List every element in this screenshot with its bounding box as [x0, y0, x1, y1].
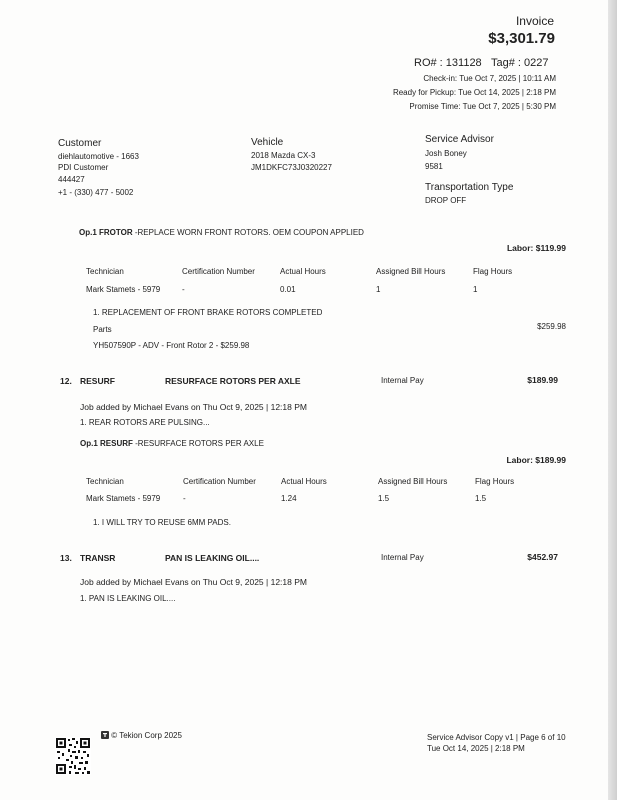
transport-type: DROP OFF [425, 196, 467, 205]
customer-title: Customer [58, 138, 102, 149]
td-assigned-bill-hours: 1.5 [378, 494, 390, 503]
footer-copyright [101, 731, 182, 740]
td-technician: Mark Stamets - 5979 [86, 285, 161, 294]
job13-number: 13. [60, 553, 72, 563]
th-technician: Technician [86, 267, 124, 276]
job13-title: PAN IS LEAKING OIL.... [165, 553, 260, 563]
op-resurf-labor: Labor: $189.99 [506, 455, 566, 465]
customer-type: PDI Customer [58, 163, 109, 172]
job13-code: TRANSR [80, 553, 116, 563]
tag-number: Tag# : 0227 [491, 57, 549, 69]
invoice-total: $3,301.79 [488, 30, 555, 47]
th-certification: Certification Number [183, 477, 256, 486]
ro-number: RO# : 131128 [414, 57, 482, 69]
op-resurf-line [80, 439, 264, 448]
op-resurf-desc: -RESURFACE ROTORS PER AXLE [132, 439, 264, 448]
job12-number: 12. [60, 376, 72, 386]
td-assigned-bill-hours: 1 [376, 285, 381, 294]
th-actual-hours: Actual Hours [280, 267, 326, 276]
transport-title: Transportation Type [425, 182, 514, 193]
job12-added-by: Job added by Michael Evans on Thu Oct 9, 2025 | 12:18 PM [80, 402, 307, 412]
op-frotor-labor: Labor: $119.99 [506, 243, 566, 253]
advisor-title: Service Advisor [425, 134, 494, 145]
customer-id: 444427 [58, 175, 85, 184]
op-frotor-desc: -REPLACE WORN FRONT ROTORS. OEM COUPON APPLIED [132, 228, 364, 237]
checkin-time: Check-in: Tue Oct 7, 2025 | 10:11 AM [423, 74, 556, 83]
job12-pay: Internal Pay [381, 376, 424, 385]
ready-time: Ready for Pickup: Tue Oct 14, 2025 | 2:18 PM [392, 88, 556, 97]
invoice-title: Invoice [515, 14, 554, 28]
td-actual-hours: 1.24 [281, 494, 297, 503]
td-actual-hours: 0.01 [280, 285, 296, 294]
th-actual-hours: Actual Hours [281, 477, 327, 486]
footer-date: Tue Oct 14, 2025 | 2:18 PM [427, 744, 525, 753]
op-frotor-code: Op.1 FROTOR [79, 228, 133, 237]
vehicle-vin: JM1DKFC73J0320227 [251, 163, 332, 172]
scan-edge [608, 0, 617, 800]
th-assigned-bill-hours: Assigned Bill Hours [378, 477, 448, 486]
td-technician: Mark Stamets - 5979 [86, 494, 161, 503]
job13-added-by: Job added by Michael Evans on Thu Oct 9, 2025 | 12:18 PM [80, 577, 307, 587]
th-flag-hours: Flag Hours [473, 267, 513, 276]
parts-label: Parts [93, 325, 112, 334]
td-flag-hours: 1 [473, 285, 478, 294]
vehicle-title: Vehicle [251, 137, 284, 148]
advisor-id: 9581 [425, 162, 443, 171]
th-certification: Certification Number [182, 267, 255, 276]
job12-code: RESURF [80, 376, 115, 386]
job13-concern: 1. PAN IS LEAKING OIL.... [80, 594, 176, 603]
job13-amount: $452.97 [527, 552, 558, 562]
job12-amount: $189.99 [527, 375, 558, 385]
job13-pay: Internal Pay [381, 553, 424, 562]
customer-name: diehlautomotive - 1663 [58, 152, 139, 161]
th-assigned-bill-hours: Assigned Bill Hours [376, 267, 446, 276]
customer-phone: +1 - (330) 477 - 5002 [58, 188, 134, 197]
th-technician: Technician [86, 477, 124, 486]
job12-concern: 1. REAR ROTORS ARE PULSING... [80, 418, 210, 427]
job12-title: RESURFACE ROTORS PER AXLE [165, 376, 301, 386]
vehicle-model: 2018 Mazda CX-3 [251, 151, 316, 160]
td-flag-hours: 1.5 [475, 494, 487, 503]
td-certification: - [182, 285, 185, 294]
op-frotor-note: 1. REPLACEMENT OF FRONT BRAKE ROTORS COMPLETED [93, 308, 323, 317]
footer-copy-page: Service Advisor Copy v1 | Page 6 of 10 [427, 733, 566, 742]
op-frotor-line [79, 228, 364, 237]
copyright-text: © Tekion Corp 2025 [111, 731, 182, 740]
th-flag-hours: Flag Hours [475, 477, 515, 486]
qr-code [55, 737, 91, 775]
parts-total: $259.98 [537, 322, 566, 331]
advisor-name: Josh Boney [425, 149, 467, 158]
promise-time: Promise Time: Tue Oct 7, 2025 | 5:30 PM [409, 102, 556, 111]
tekion-logo-icon [101, 731, 109, 739]
op-resurf-code: Op.1 RESURF [80, 439, 133, 448]
job12-note: 1. I WILL TRY TO REUSE 6MM PADS. [93, 518, 231, 527]
part-line: YH507590P - ADV - Front Rotor 2 - $259.98 [93, 341, 250, 350]
td-certification: - [183, 494, 186, 503]
